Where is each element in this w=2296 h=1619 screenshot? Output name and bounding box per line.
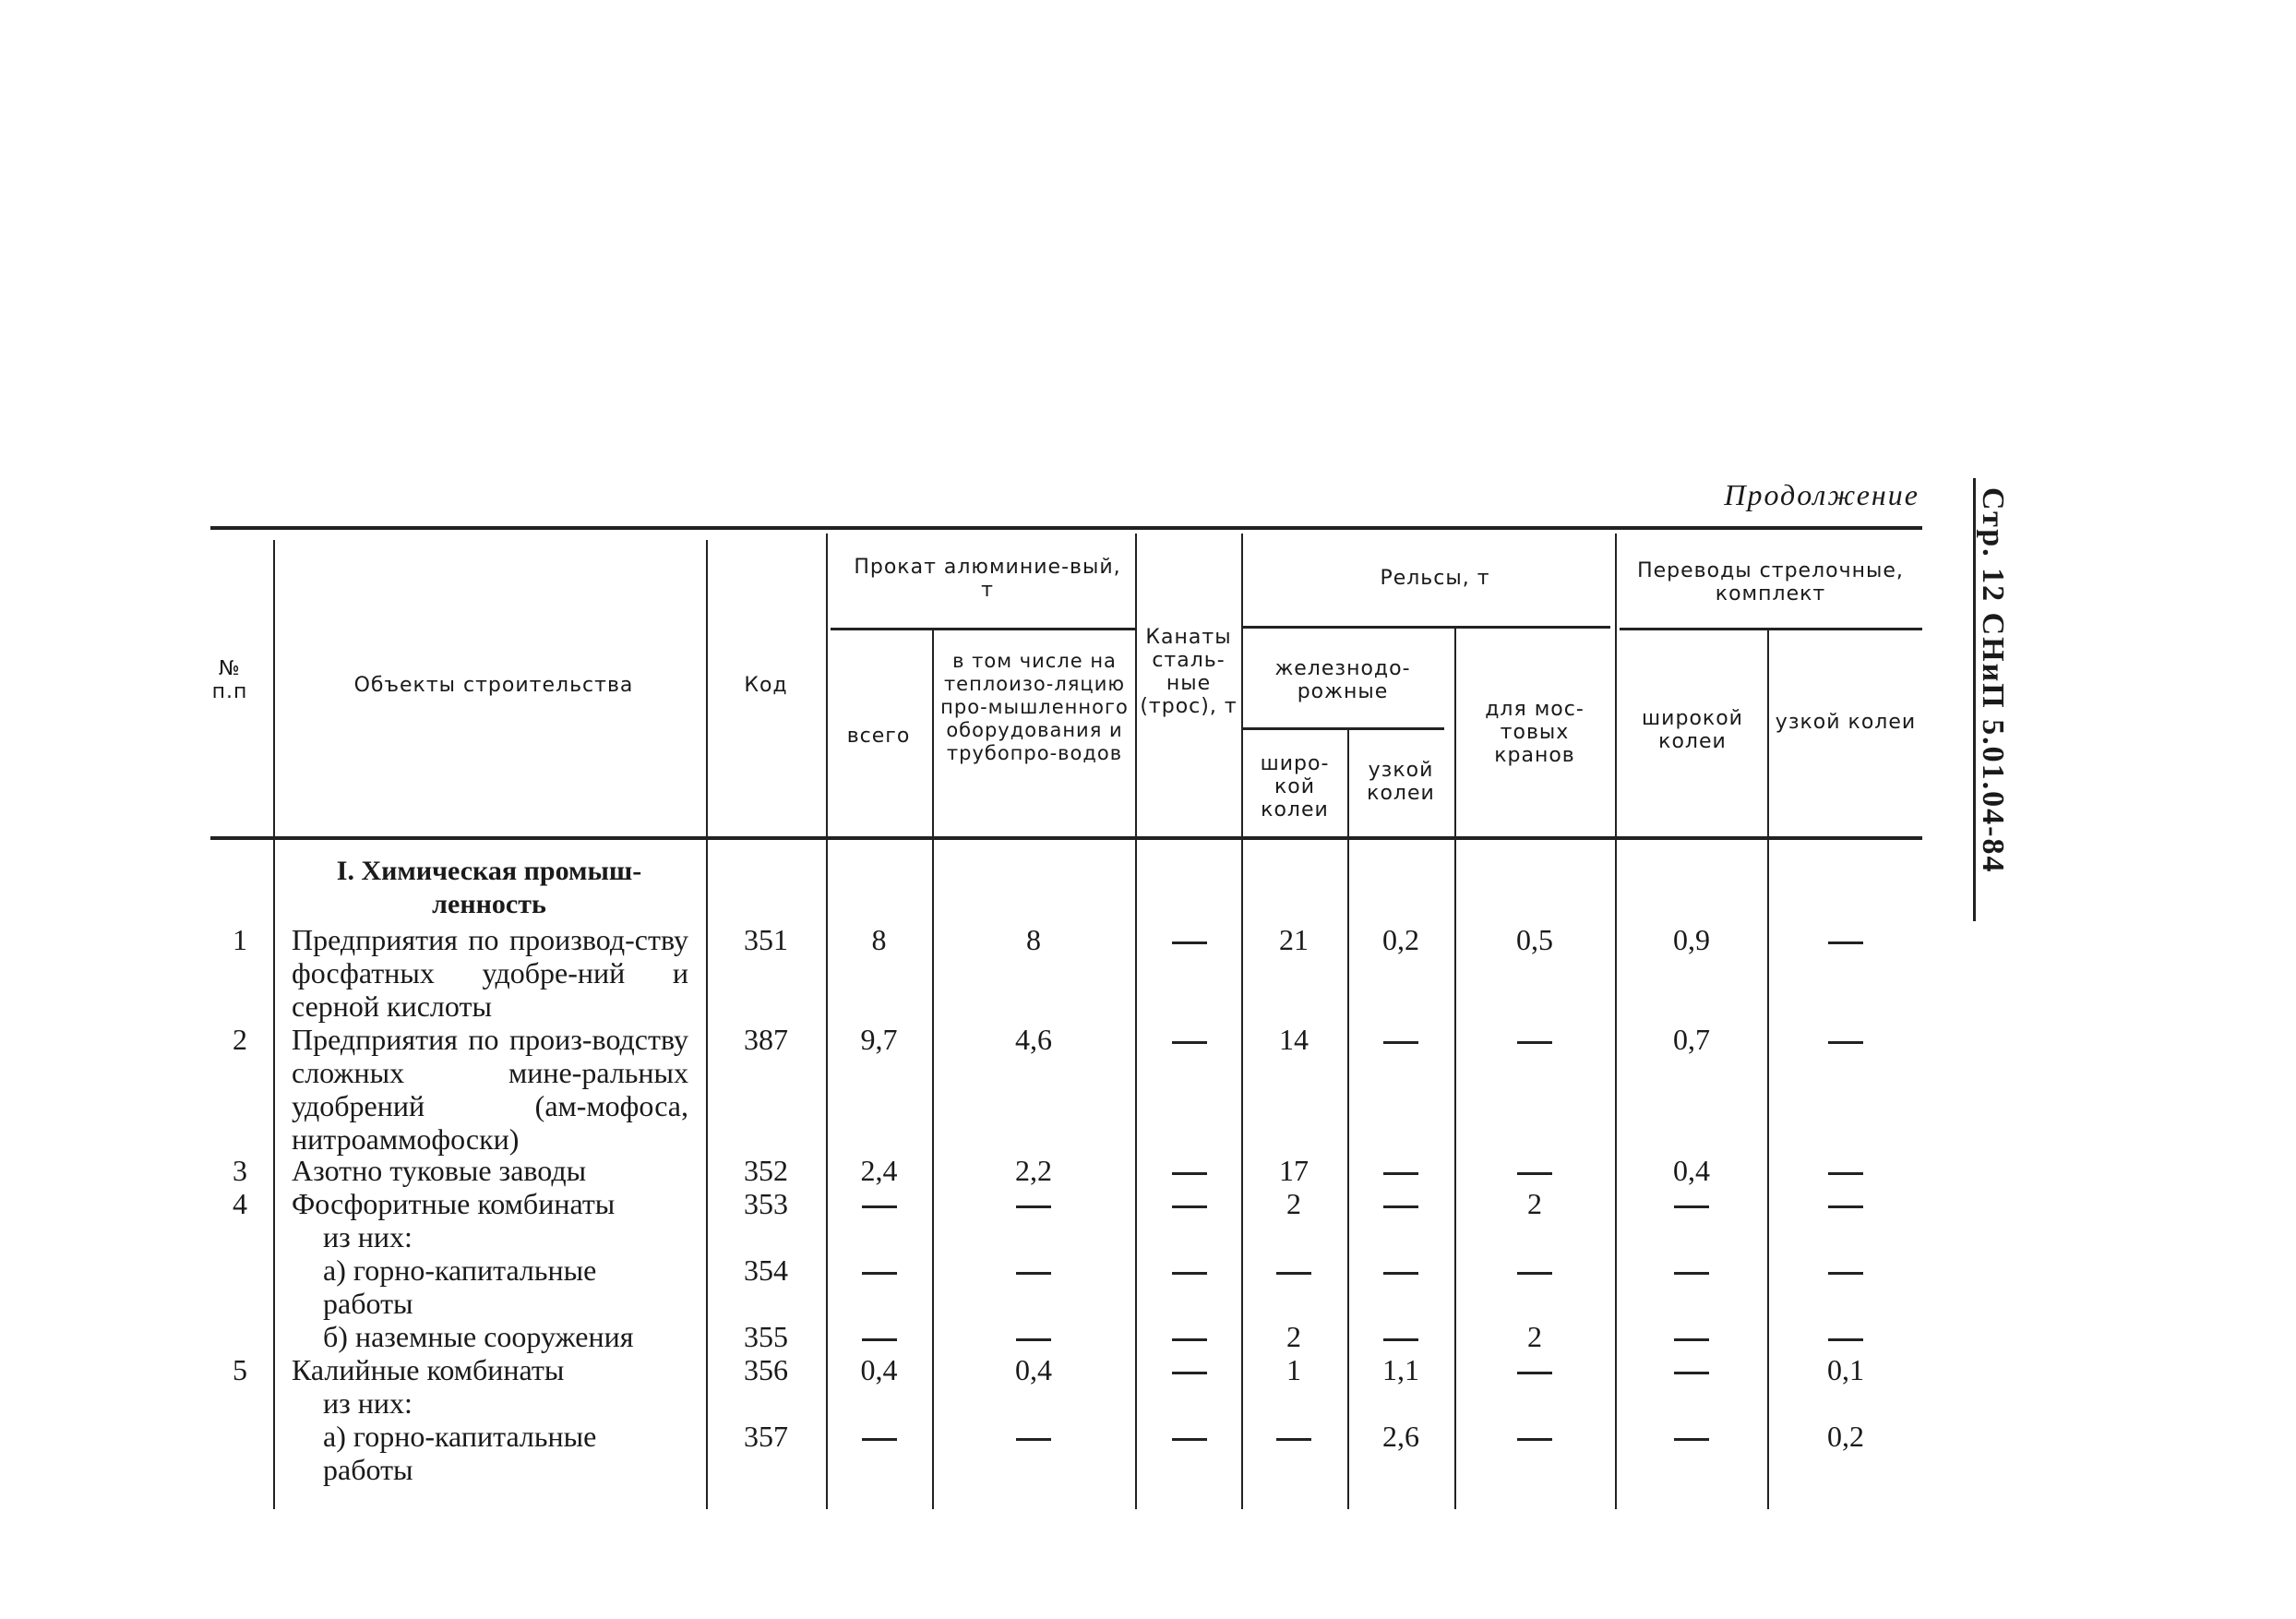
section-title: I. Химическая промыш-ленность (336, 856, 642, 919)
dash-mark (1016, 1438, 1051, 1441)
cell-ropes (1140, 1253, 1239, 1287)
dash-mark (1828, 941, 1863, 944)
cell-code: 355 (744, 1320, 788, 1353)
dash-mark (862, 1438, 897, 1441)
dash-mark (1517, 1172, 1552, 1175)
dash-mark (1828, 1041, 1863, 1044)
cell-crane (1458, 1154, 1611, 1187)
cell-code: 353 (744, 1187, 788, 1220)
object-name: Азотно туковые заводы (292, 1154, 587, 1187)
object-name: из них: (323, 1386, 413, 1420)
dash-mark (1828, 1172, 1863, 1175)
cell-al-total (831, 1187, 927, 1220)
cell-crane (1458, 1023, 1611, 1056)
cell-crane: 2 (1527, 1320, 1542, 1353)
cell-crane: 2 (1527, 1187, 1542, 1220)
cell-rails-wide: 21 (1279, 923, 1309, 956)
cell-al-incl (937, 1420, 1130, 1453)
object-name: а) горно-капитальные работы (323, 1420, 597, 1486)
continuation-label: Продолжение (1724, 478, 1919, 511)
cell-sw-wide (1620, 1420, 1764, 1453)
cell-num: 2 (233, 1023, 247, 1056)
cell-ropes (1140, 1420, 1239, 1453)
header-code: Код (744, 674, 788, 697)
dash-mark (862, 1338, 897, 1341)
cell-rails-narrow (1351, 1253, 1451, 1287)
cell-code: 354 (744, 1253, 788, 1287)
dash-mark (1828, 1272, 1863, 1275)
header-rails-rr: железнодо-рожные (1274, 657, 1411, 703)
header-ropes: Канаты сталь-ные (трос), т (1140, 626, 1238, 718)
dash-mark (1674, 1338, 1709, 1341)
col-rule (273, 540, 275, 1509)
cell-al-incl (937, 1253, 1130, 1287)
dash-mark (1172, 941, 1207, 944)
dash-mark (1016, 1338, 1051, 1341)
cell-code: 387 (744, 1023, 788, 1056)
cell-sw-narrow (1772, 923, 1919, 956)
dash-mark (1016, 1205, 1051, 1208)
cell-ropes (1140, 1353, 1239, 1386)
cell-crane (1458, 1420, 1611, 1453)
cell-rails-wide: 2 (1286, 1320, 1301, 1353)
cell-ropes (1140, 923, 1239, 956)
cell-rails-narrow: 2,6 (1382, 1420, 1419, 1453)
dash-mark (1172, 1041, 1207, 1044)
col-rule (1135, 534, 1137, 1509)
page-side-label: Стр. 12 СНиП 5.01.04-84 (1976, 487, 2010, 874)
cell-rails-wide: 17 (1279, 1154, 1309, 1187)
cell-code: 356 (744, 1353, 788, 1386)
cell-num: 3 (233, 1154, 247, 1187)
header-bottom-rule (210, 836, 1922, 840)
cell-num: 4 (233, 1187, 247, 1220)
dash-mark (1517, 1041, 1552, 1044)
cell-code: 357 (744, 1420, 788, 1453)
cell-al-total: 9,7 (860, 1023, 898, 1056)
cell-sw-narrow (1772, 1187, 1919, 1220)
cell-rails-wide: 1 (1286, 1353, 1301, 1386)
header-switches: Переводы стрелочные, комплект (1637, 559, 1904, 606)
object-name: Калийные комбинаты (292, 1353, 565, 1386)
dash-mark (1172, 1272, 1207, 1275)
cell-sw-narrow (1772, 1320, 1919, 1353)
dash-mark (1172, 1205, 1207, 1208)
dash-mark (1674, 1205, 1709, 1208)
dash-mark (1674, 1272, 1709, 1275)
col-rule (1347, 729, 1349, 1509)
rails-rr-subrule (1241, 727, 1444, 730)
dash-mark (1172, 1338, 1207, 1341)
dash-mark (1383, 1205, 1418, 1208)
cell-rails-narrow: 0,2 (1382, 923, 1419, 956)
dash-mark (1383, 1172, 1418, 1175)
cell-al-total: 2,4 (860, 1154, 898, 1187)
dash-mark (1517, 1438, 1552, 1441)
rails-subrule (1241, 626, 1610, 629)
dash-mark (1172, 1372, 1207, 1374)
cell-ropes (1140, 1154, 1239, 1187)
header-aluminum-total: всего (846, 725, 911, 748)
col-rule (1454, 628, 1456, 1509)
cell-ropes (1140, 1320, 1239, 1353)
switches-subrule (1620, 628, 1922, 630)
header-aluminum: Прокат алюминие-вый, т (854, 556, 1121, 602)
dash-mark (862, 1205, 897, 1208)
col-rule (932, 628, 934, 1509)
header-rails: Рельсы, т (1380, 567, 1490, 590)
dash-mark (1383, 1338, 1418, 1341)
cell-rails-narrow (1351, 1320, 1451, 1353)
dash-mark (1517, 1372, 1552, 1374)
cell-code: 352 (744, 1154, 788, 1187)
cell-ropes (1140, 1187, 1239, 1220)
object-name: Предприятия по производ-ству фосфатных удобре-ний и серной кислоты (292, 923, 688, 1023)
cell-crane (1458, 1253, 1611, 1287)
cell-crane (1458, 1353, 1611, 1386)
object-name: а) горно-капитальные работы (323, 1253, 597, 1320)
cell-sw-wide: 0,9 (1673, 923, 1710, 956)
dash-mark (1172, 1438, 1207, 1441)
cell-num: 1 (233, 923, 247, 956)
cell-sw-wide: 0,7 (1673, 1023, 1710, 1056)
cell-al-incl: 2,2 (1015, 1154, 1052, 1187)
header-num: № п.п (211, 657, 248, 703)
cell-num: 5 (233, 1353, 247, 1386)
cell-ropes (1140, 1023, 1239, 1056)
cell-rails-wide (1244, 1420, 1344, 1453)
col-rule (706, 540, 708, 1509)
cell-sw-wide (1620, 1320, 1764, 1353)
col-rule (1767, 628, 1769, 1509)
header-rails-narrow: узкой колеи (1367, 759, 1435, 805)
cell-sw-wide (1620, 1253, 1764, 1287)
header-aluminum-incl: в том числе на теплоизо-ляцию про-мышленного оборудования и трубопро-водов (940, 650, 1129, 764)
cell-sw-narrow (1772, 1023, 1919, 1056)
header-objects: Объекты строительства (353, 674, 634, 697)
dash-mark (1674, 1372, 1709, 1374)
dash-mark (1674, 1438, 1709, 1441)
cell-al-incl (937, 1320, 1130, 1353)
cell-al-incl: 0,4 (1015, 1353, 1052, 1386)
cell-sw-wide (1620, 1187, 1764, 1220)
object-name: Фосфоритные комбинаты (292, 1187, 616, 1220)
header-rails-wide: широ-кой колеи (1260, 752, 1330, 821)
cell-al-incl (937, 1187, 1130, 1220)
cell-rails-narrow (1351, 1154, 1451, 1187)
col-rule (826, 534, 828, 1509)
cell-rails-narrow: 1,1 (1382, 1353, 1419, 1386)
cell-rails-narrow (1351, 1187, 1451, 1220)
cell-sw-narrow: 0,1 (1827, 1353, 1864, 1386)
cell-al-incl: 4,6 (1015, 1023, 1052, 1056)
cell-rails-wide: 2 (1286, 1187, 1301, 1220)
object-name: б) наземные сооружения (323, 1320, 634, 1353)
object-name: из них: (323, 1220, 413, 1253)
dash-mark (1016, 1272, 1051, 1275)
cell-al-total: 8 (871, 923, 887, 956)
dash-mark (1383, 1041, 1418, 1044)
cell-al-total (831, 1320, 927, 1353)
cell-rails-wide (1244, 1253, 1344, 1287)
dash-mark (1276, 1438, 1311, 1441)
cell-rails-narrow (1351, 1023, 1451, 1056)
dash-mark (1517, 1272, 1552, 1275)
object-name: Предприятия по произ-водству сложных мине-ральных удобрений (ам-мофоса, нитроаммофоски) (292, 1023, 688, 1156)
cell-al-total: 0,4 (860, 1353, 898, 1386)
cell-code: 351 (744, 923, 788, 956)
cell-sw-narrow: 0,2 (1827, 1420, 1864, 1453)
dash-mark (1828, 1205, 1863, 1208)
cell-crane: 0,5 (1516, 923, 1553, 956)
dash-mark (1383, 1272, 1418, 1275)
header-switches-narrow: узкой колеи (1775, 711, 1917, 734)
cell-sw-wide (1620, 1353, 1764, 1386)
cell-al-total (831, 1253, 927, 1287)
dash-mark (1276, 1272, 1311, 1275)
cell-al-incl: 8 (1026, 923, 1041, 956)
col-rule (1241, 534, 1243, 1509)
cell-rails-wide: 14 (1279, 1023, 1309, 1056)
header-switches-wide: широкой колеи (1642, 707, 1743, 753)
cell-al-total (831, 1420, 927, 1453)
aluminum-subrule (831, 628, 1135, 630)
dash-mark (1172, 1172, 1207, 1175)
cell-sw-narrow (1772, 1253, 1919, 1287)
col-rule (1615, 534, 1617, 1509)
cell-sw-narrow (1772, 1154, 1919, 1187)
table-top-rule (210, 526, 1922, 530)
dash-mark (1828, 1338, 1863, 1341)
cell-sw-wide: 0,4 (1673, 1154, 1710, 1187)
dash-mark (862, 1272, 897, 1275)
header-rails-crane: для мос-товых кранов (1485, 698, 1584, 767)
